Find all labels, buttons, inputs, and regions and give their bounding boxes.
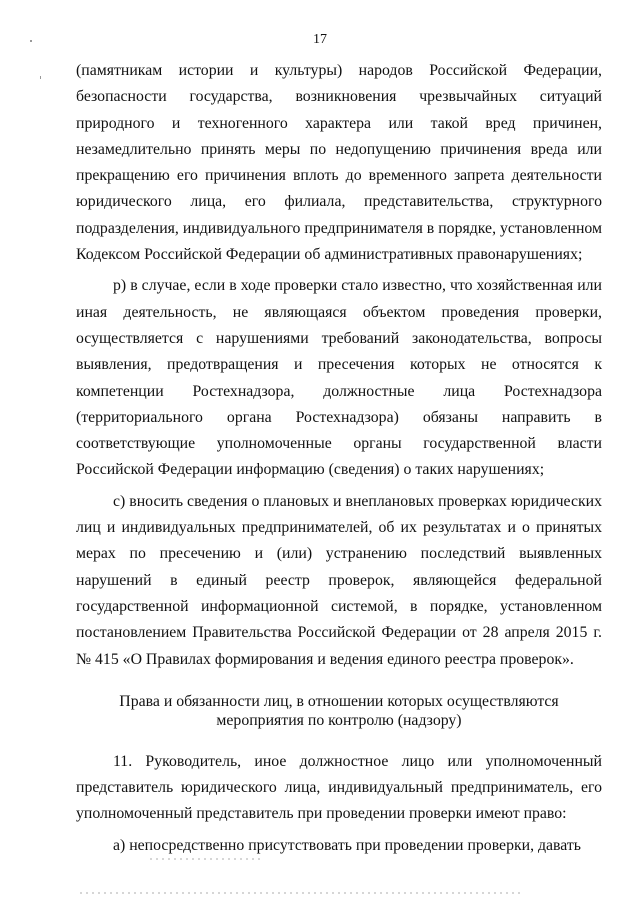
scan-noise [150, 858, 260, 860]
paragraph-clause-11: 11. Руководитель, иное должностное лицо или уполномоченный представитель юридического лица, индивидуальный предприниматель, его уполномоченный представитель при проведении проверки имеют право: [76, 752, 602, 823]
paragraph-continuation: (памятникам истории и культуры) народов Российской Федерации, безопасности государства, возникновения чрезвычайных ситуаций природного и техногенного характера или такой вред причинен, незамедлительно принять меры по недопущению причинения вреда или прекращению его причинения вплоть до временного запрета деятельности юридического лица, его филиала, представительства, структурного подразделения, индивидуального предпринимателя в порядке, установленном Кодексом Российской Федерации об административных правонарушениях; [76, 62, 602, 264]
section-heading: Права и обязанности лиц, в отношении которых осуществляются мероприятия по контролю (надзору) [119, 692, 559, 729]
scan-speck [30, 40, 32, 42]
paragraph-item-s: с) вносить сведения о плановых и внеплановых проверках юридических лиц и индивидуальных предпринимателей, об их результатах и о принятых мерах по пресечению и (или) устранению последствий выявленных нарушений в единый реестр проверок, являющейся федеральной государственной информационной системой, в порядке, установленном постановлением Правительства Российской Федерации от 28 апреля 2015 г. № 415 «О Правилах формирования и ведения единого реестра проверок». [76, 492, 602, 668]
scan-speck [40, 76, 41, 79]
document-body [76, 58, 602, 864]
page-number: 17 [313, 32, 327, 47]
paragraph-item-a: а) непосредственно присутствовать при проведении проверки, давать [113, 836, 582, 854]
scan-noise [80, 892, 520, 894]
paragraph-item-r: р) в случае, если в ходе проверки стало известно, что хозяйственная или иная деятельность, не являющаяся объектом проведения проверки, осуществляется с нарушениями требований законодательства, вопросы выявления, предотвращения и пресечения которых не относятся к компетенции Ростехнадзора, должностные лица Ростехнадзора (территориального органа Ростехнадзора) обязаны направить в соответствующие уполномоченные органы государственной власти Российской Федерации информацию (сведения) о таких нарушениях; [76, 277, 602, 479]
